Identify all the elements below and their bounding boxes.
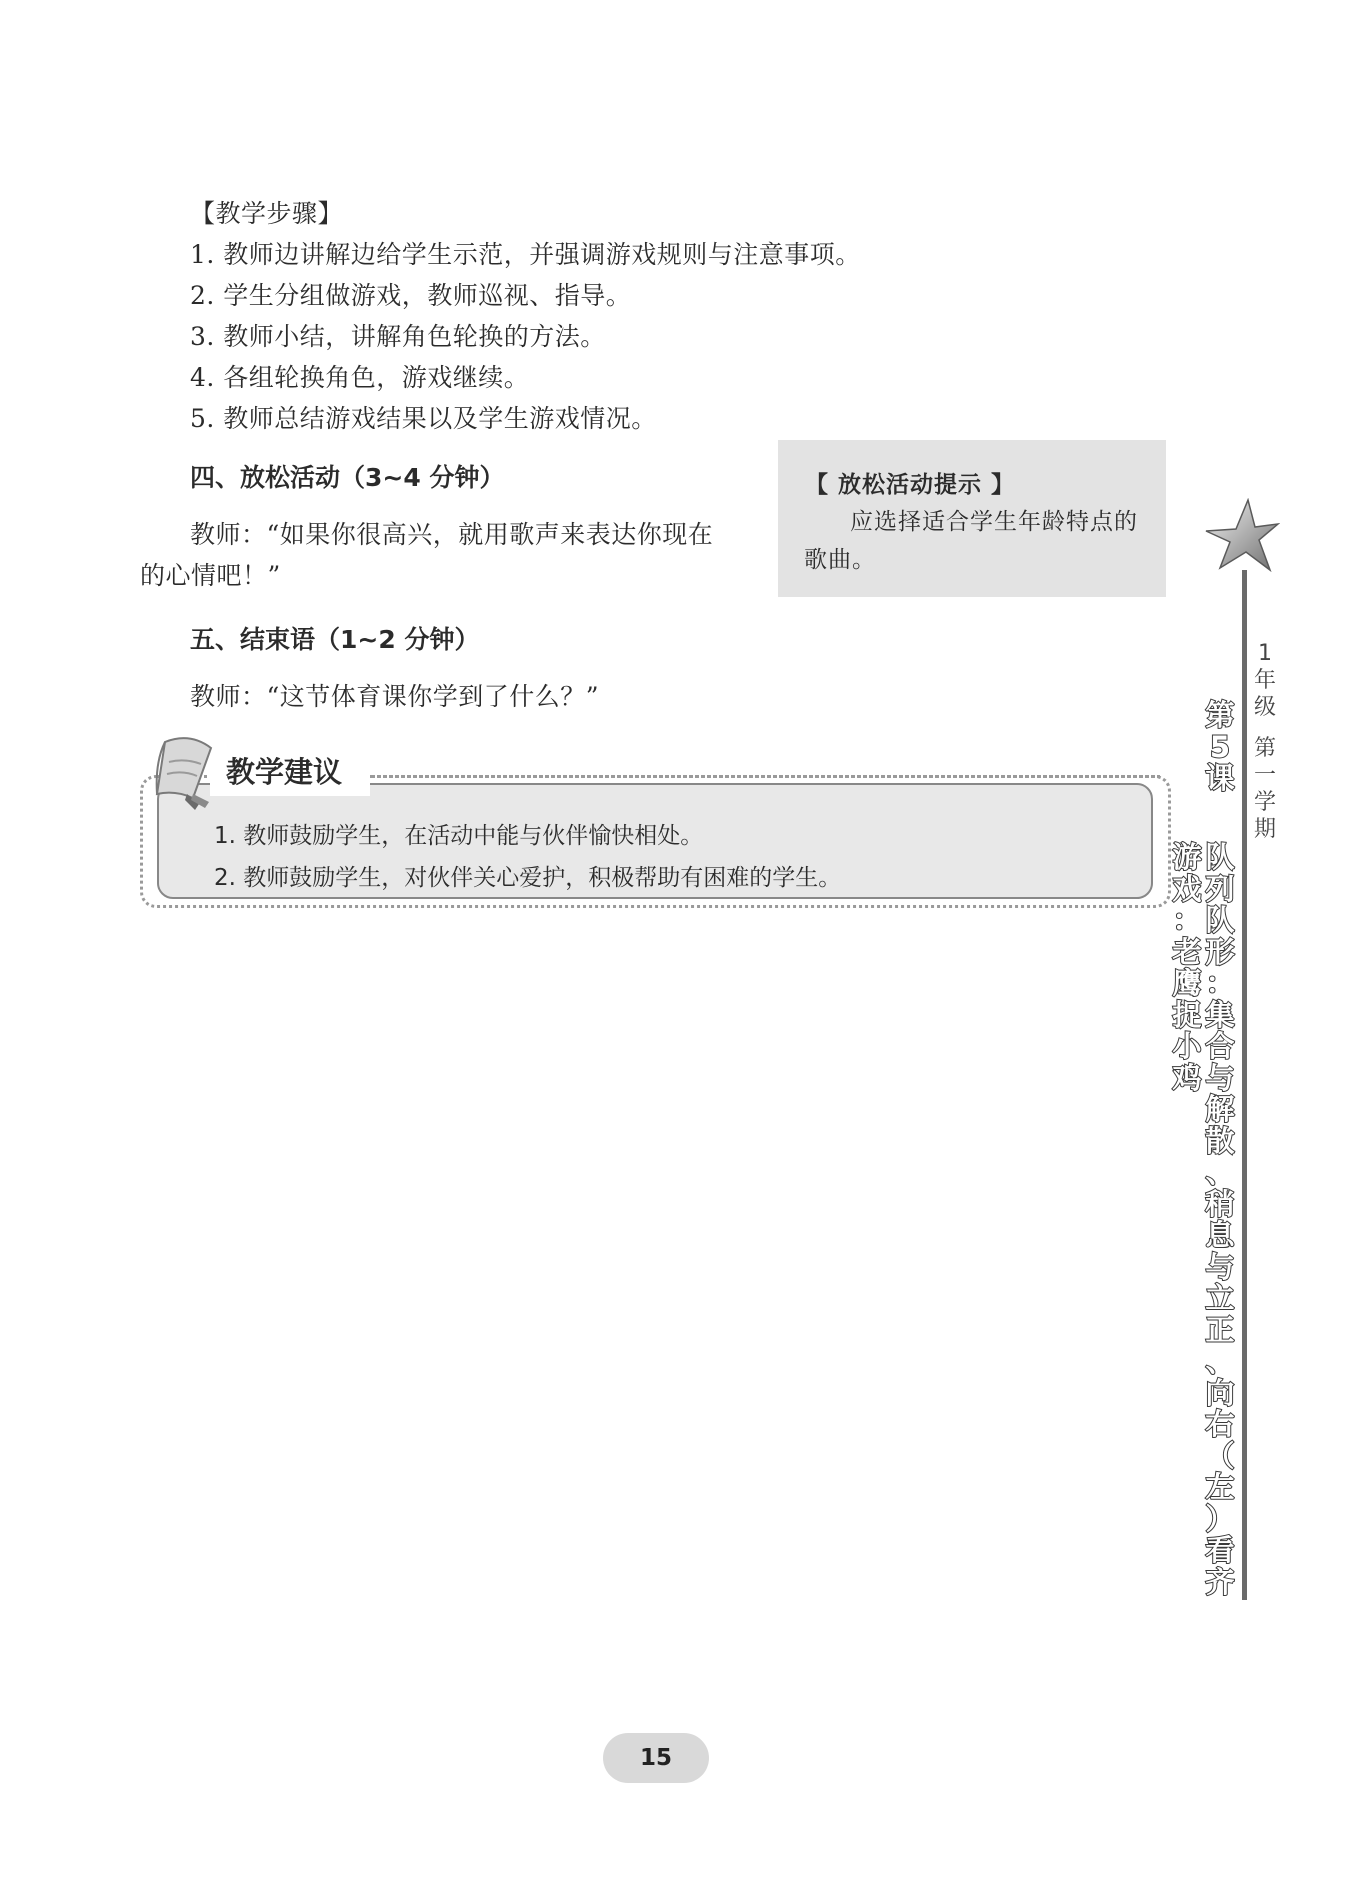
grade-char: 年 (1253, 668, 1276, 693)
lesson-char: 课 (1205, 761, 1235, 795)
relax-tip-title: 【 放松活动提示 】 (805, 472, 1016, 498)
title-char: 小 (1172, 1029, 1202, 1063)
title-char: ： (1172, 903, 1202, 937)
grade-char: 级 (1253, 695, 1276, 720)
grade-char: 一 (1253, 763, 1276, 788)
suggestion-list (214, 815, 841, 899)
title-char: 立 (1205, 1281, 1235, 1315)
section4-line2: 的心情吧！” (140, 561, 281, 590)
section5-line1: 教师：“这节体育课你学到了什么？” (190, 682, 600, 711)
title-char: 稍 (1205, 1186, 1235, 1221)
grade-char: 第 (1253, 736, 1276, 761)
star-icon (1198, 498, 1280, 578)
title-char: 形 (1205, 934, 1235, 969)
step-item: 4. 各组轮换角色，游戏继续。 (190, 363, 530, 392)
title-char: 列 (1205, 871, 1235, 906)
spacer (1250, 721, 1280, 735)
grade-char: 期 (1253, 817, 1276, 842)
title-char: 老 (1172, 934, 1202, 969)
step-item: 5. 教师总结游戏结果以及学生游戏情况。 (190, 404, 657, 433)
lesson-char: 第 (1205, 698, 1235, 732)
scroll-icon (145, 732, 223, 812)
title-char: 鹰 (1172, 966, 1202, 1000)
title-char: 、 (1205, 1155, 1235, 1189)
title-char: 队 (1205, 903, 1235, 937)
suggestion-dotted-rule (370, 775, 1160, 778)
title-char: 左 (1205, 1470, 1235, 1504)
title-char: 息 (1205, 1218, 1235, 1252)
lesson-char: 5 (1209, 729, 1231, 764)
lesson-number-vertical (1203, 700, 1237, 795)
sidebar-rule (1242, 570, 1247, 1600)
suggestion-item: 1. 教师鼓励学生，在活动中能与伙伴愉快相处。 (214, 823, 704, 849)
title-char: 右 (1205, 1407, 1235, 1441)
step-item: 2. 学生分组做游戏，教师巡视、指导。 (190, 281, 632, 310)
title-char: 戏 (1172, 871, 1202, 906)
title-char: 与 (1205, 1060, 1235, 1095)
title-char: 散 (1205, 1123, 1235, 1158)
page-number: 15 (639, 1745, 672, 1771)
title-char: 、 (1205, 1344, 1235, 1378)
relax-tip-body: 应选择适合学生年龄特点的歌曲。 (804, 509, 1138, 573)
grade-term-label (1250, 640, 1280, 843)
title-char: 捉 (1172, 997, 1202, 1032)
title-char: 与 (1205, 1249, 1235, 1284)
title-char: 鸡 (1172, 1060, 1202, 1095)
grade-char: 1 (1258, 641, 1272, 666)
title-char: 队 (1205, 840, 1235, 874)
lesson-title-vertical-1 (1203, 842, 1237, 1598)
section4-heading: 四、放松活动（3~4 分钟） (190, 463, 505, 492)
title-char: 解 (1205, 1092, 1235, 1126)
title-char: 合 (1205, 1029, 1235, 1063)
title-char: ： (1205, 966, 1235, 1000)
title-char: 游 (1172, 840, 1202, 874)
title-char: 向 (1205, 1375, 1235, 1410)
title-char: 齐 (1205, 1564, 1235, 1599)
title-char: 看 (1205, 1533, 1235, 1567)
step-item: 3. 教师小结，讲解角色轮换的方法。 (190, 322, 606, 351)
steps-heading: 【教学步骤】 (190, 199, 344, 228)
section5-heading: 五、结束语（1~2 分钟） (190, 625, 480, 654)
teaching-steps (190, 195, 861, 441)
title-char: 正 (1205, 1312, 1235, 1347)
title-char: （ (1205, 1438, 1235, 1473)
section4-line1: 教师：“如果你很高兴，就用歌声来表达你现在 (190, 520, 714, 549)
title-char: 集 (1205, 997, 1235, 1032)
suggestion-item: 2. 教师鼓励学生，对伙伴关心爱护，积极帮助有困难的学生。 (214, 865, 842, 891)
grade-char: 学 (1253, 790, 1276, 815)
suggestion-title: 教学建议 (226, 755, 343, 789)
step-item: 1. 教师边讲解边给学生示范，并强调游戏规则与注意事项。 (190, 240, 861, 269)
lesson-title-vertical-2 (1170, 842, 1204, 1094)
title-char: ） (1205, 1501, 1235, 1536)
